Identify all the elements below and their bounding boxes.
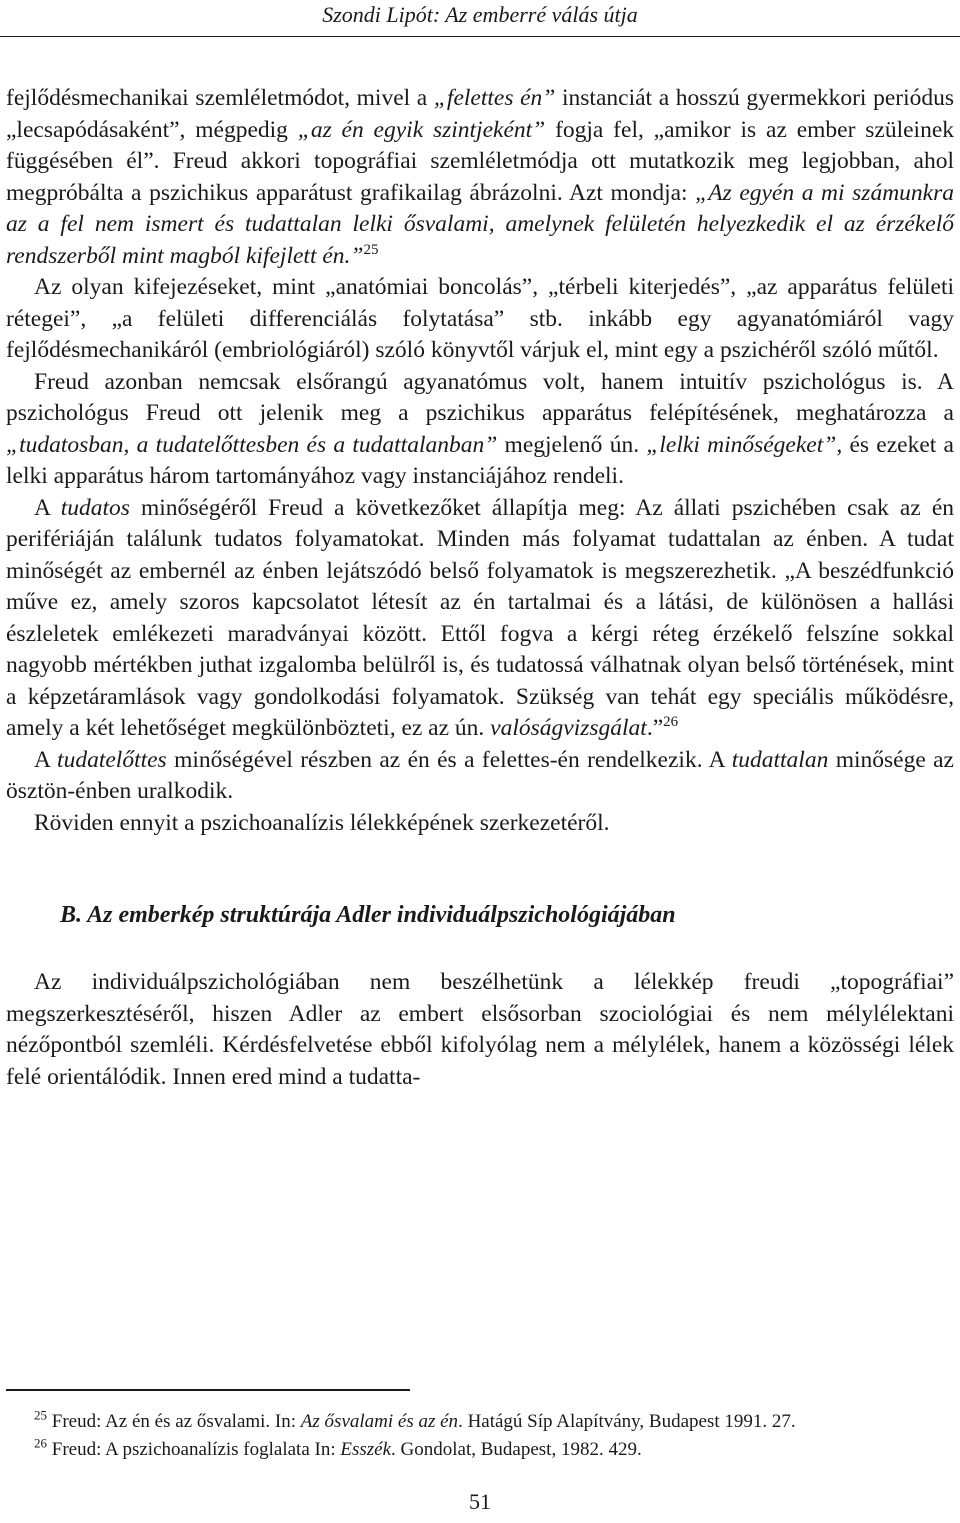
footnote-number: 26 — [34, 1435, 47, 1451]
footnote-ref-26[interactable]: 26 — [663, 714, 679, 731]
text-run: minőségéről Freud a következőket állapítja meg: Az állati pszichében csak az én perifériáján találunk tudatos folyamatokat. Minden más folyamat tudattalan az énben. A tudat minőségét az embernél az énben lejátszódó belső folyamatok is megszerezhetik. „A beszédfunkció műve ez, amely szoros kapcsolatot létesít az én tartalmai és a látási, de különösen a hallási észleletek emlékezeti maradványai között. Ettől fogva a kérgi réteg érzékelő felszíne sokkal nagyobb mértékben juthat izgalomba belülről is, és tudatossá válhatnak olyan belső történések, mint a képzetáramlások vagy gondolkodási folyamatok. Szükség van tehát egy speciális működésre, amely a két lehetőséget megkülönbözteti, ez az ún. — [6, 494, 954, 741]
paragraph-1 — [6, 83, 954, 272]
text-run: Freud azonban nemcsak elsőrangú agyanatómus volt, hanem intuitív pszichológus is. A pszichológus Freud ott jelenik meg a pszichikus apparátus felépítésének, meghatározza a — [6, 368, 954, 426]
paragraph-5 — [6, 745, 954, 808]
paragraph-7: Az individuálpszichológiában nem beszélhetünk a lélekkép freudi „topográfiai” megszerkesztéséről, hiszen Adler az embert elsősorban szociológiai és nem mélylélektani nézőpontból szemléli. Kérdésfelvetése ebből kifolyólag nem a mélylélek, hanem a közösségi lélek felé orientálódik. Innen ered mind a tudatta- — [6, 969, 954, 1090]
italic-run: tudattalan — [731, 746, 829, 773]
text-run: fejlődésmechanikai szemléletmódot, mivel a — [6, 85, 434, 111]
italic-run: „felettes én” — [433, 85, 556, 111]
italic-quote: „Az egyén a mi számunkra az a fel nem ismert és tudattalan lelki ősvalami, amelynek felületén helyezkedik el az érzékelő rendszerből mint magból kifejlett én.” — [6, 179, 954, 269]
paragraph-3 — [6, 367, 954, 493]
text-run: A — [34, 746, 58, 773]
footnote-text: . Hatágú Síp Alapítvány, Budapest 1991. 27. — [458, 1411, 796, 1432]
footnote-25 — [6, 1408, 954, 1436]
paragraph-6: Röviden ennyit a pszichoanalízis lélekképének szerkezetéről. — [34, 809, 610, 836]
running-head: Szondi Lipót: Az emberré válás útja — [322, 2, 638, 27]
text-run: fogja fel, „amikor is az ember szüleinek függésében él”. Freud akkori topográfiai szemléletmódja ott mutatkozik meg legjobban, ahol megpróbálta a pszichikus apparátust grafikailag ábrázolni. Azt mondja: — [6, 116, 954, 206]
text-run: minőségével részben az én és a felettes-én rendelkezik. A — [166, 746, 732, 773]
footnote-text: Freud: A pszichoanalízis foglalata In: — [47, 1439, 341, 1460]
body-text — [6, 83, 954, 1093]
paragraph-2: Az olyan kifejezéseket, mint „anatómiai boncolás”, „térbeli kiterjedés”, „az apparátus felületi rétegei”, „a felületi differenciálás folytatása” stb. inkább egy agyanatómiáról vagy fejlődésmechanikáról (embriológiáról) szóló könyvtől várjuk el, mint egy a pszichéről szóló műtől. — [6, 274, 954, 363]
footnote-text: Freud: Az én és az ősvalami. In: — [47, 1411, 301, 1432]
page-number: 51 — [469, 1489, 491, 1514]
italic-run: tudatos — [60, 494, 130, 521]
footnote-number: 25 — [34, 1407, 47, 1423]
footnote-title: Esszék — [340, 1439, 392, 1460]
footnotes — [6, 1408, 954, 1464]
italic-run: „lelki minőségeket” — [646, 431, 837, 458]
italic-run: „az én egyik szintjeként” — [297, 116, 546, 143]
section-title: B. Az emberkép struktúrája Adler individuálpszichológiájában — [60, 902, 676, 928]
text-run: megjelenő ún. — [497, 431, 647, 458]
footnote-26 — [6, 1436, 954, 1464]
text-run: A — [34, 494, 61, 521]
text-run: , és ezeket a lelki apparátus három tartományához vagy instanciájához rendeli. — [6, 431, 954, 489]
header-rule — [0, 36, 960, 37]
italic-run: valóságvizsgálat — [490, 715, 647, 741]
footnote-text: . Gondolat, Budapest, 1982. 429. — [391, 1439, 642, 1460]
text-run: .” — [646, 715, 664, 741]
paragraph-4 — [6, 493, 954, 745]
italic-run: tudatelőttes — [57, 746, 167, 773]
footnote-rule — [6, 1389, 410, 1391]
footnote-title: Az ősvalami és az én — [300, 1411, 459, 1432]
footnote-ref-25[interactable]: 25 — [363, 241, 379, 258]
text-run: minősége az ösztön-énben uralkodik. — [6, 746, 954, 804]
text-run: instanciát a hosszú gyermekkori periódus „lecsapódásaként”, mégpedig — [6, 85, 954, 143]
italic-run: „tudatosban, a tudatelőttesben és a tudattalanban” — [6, 431, 498, 458]
